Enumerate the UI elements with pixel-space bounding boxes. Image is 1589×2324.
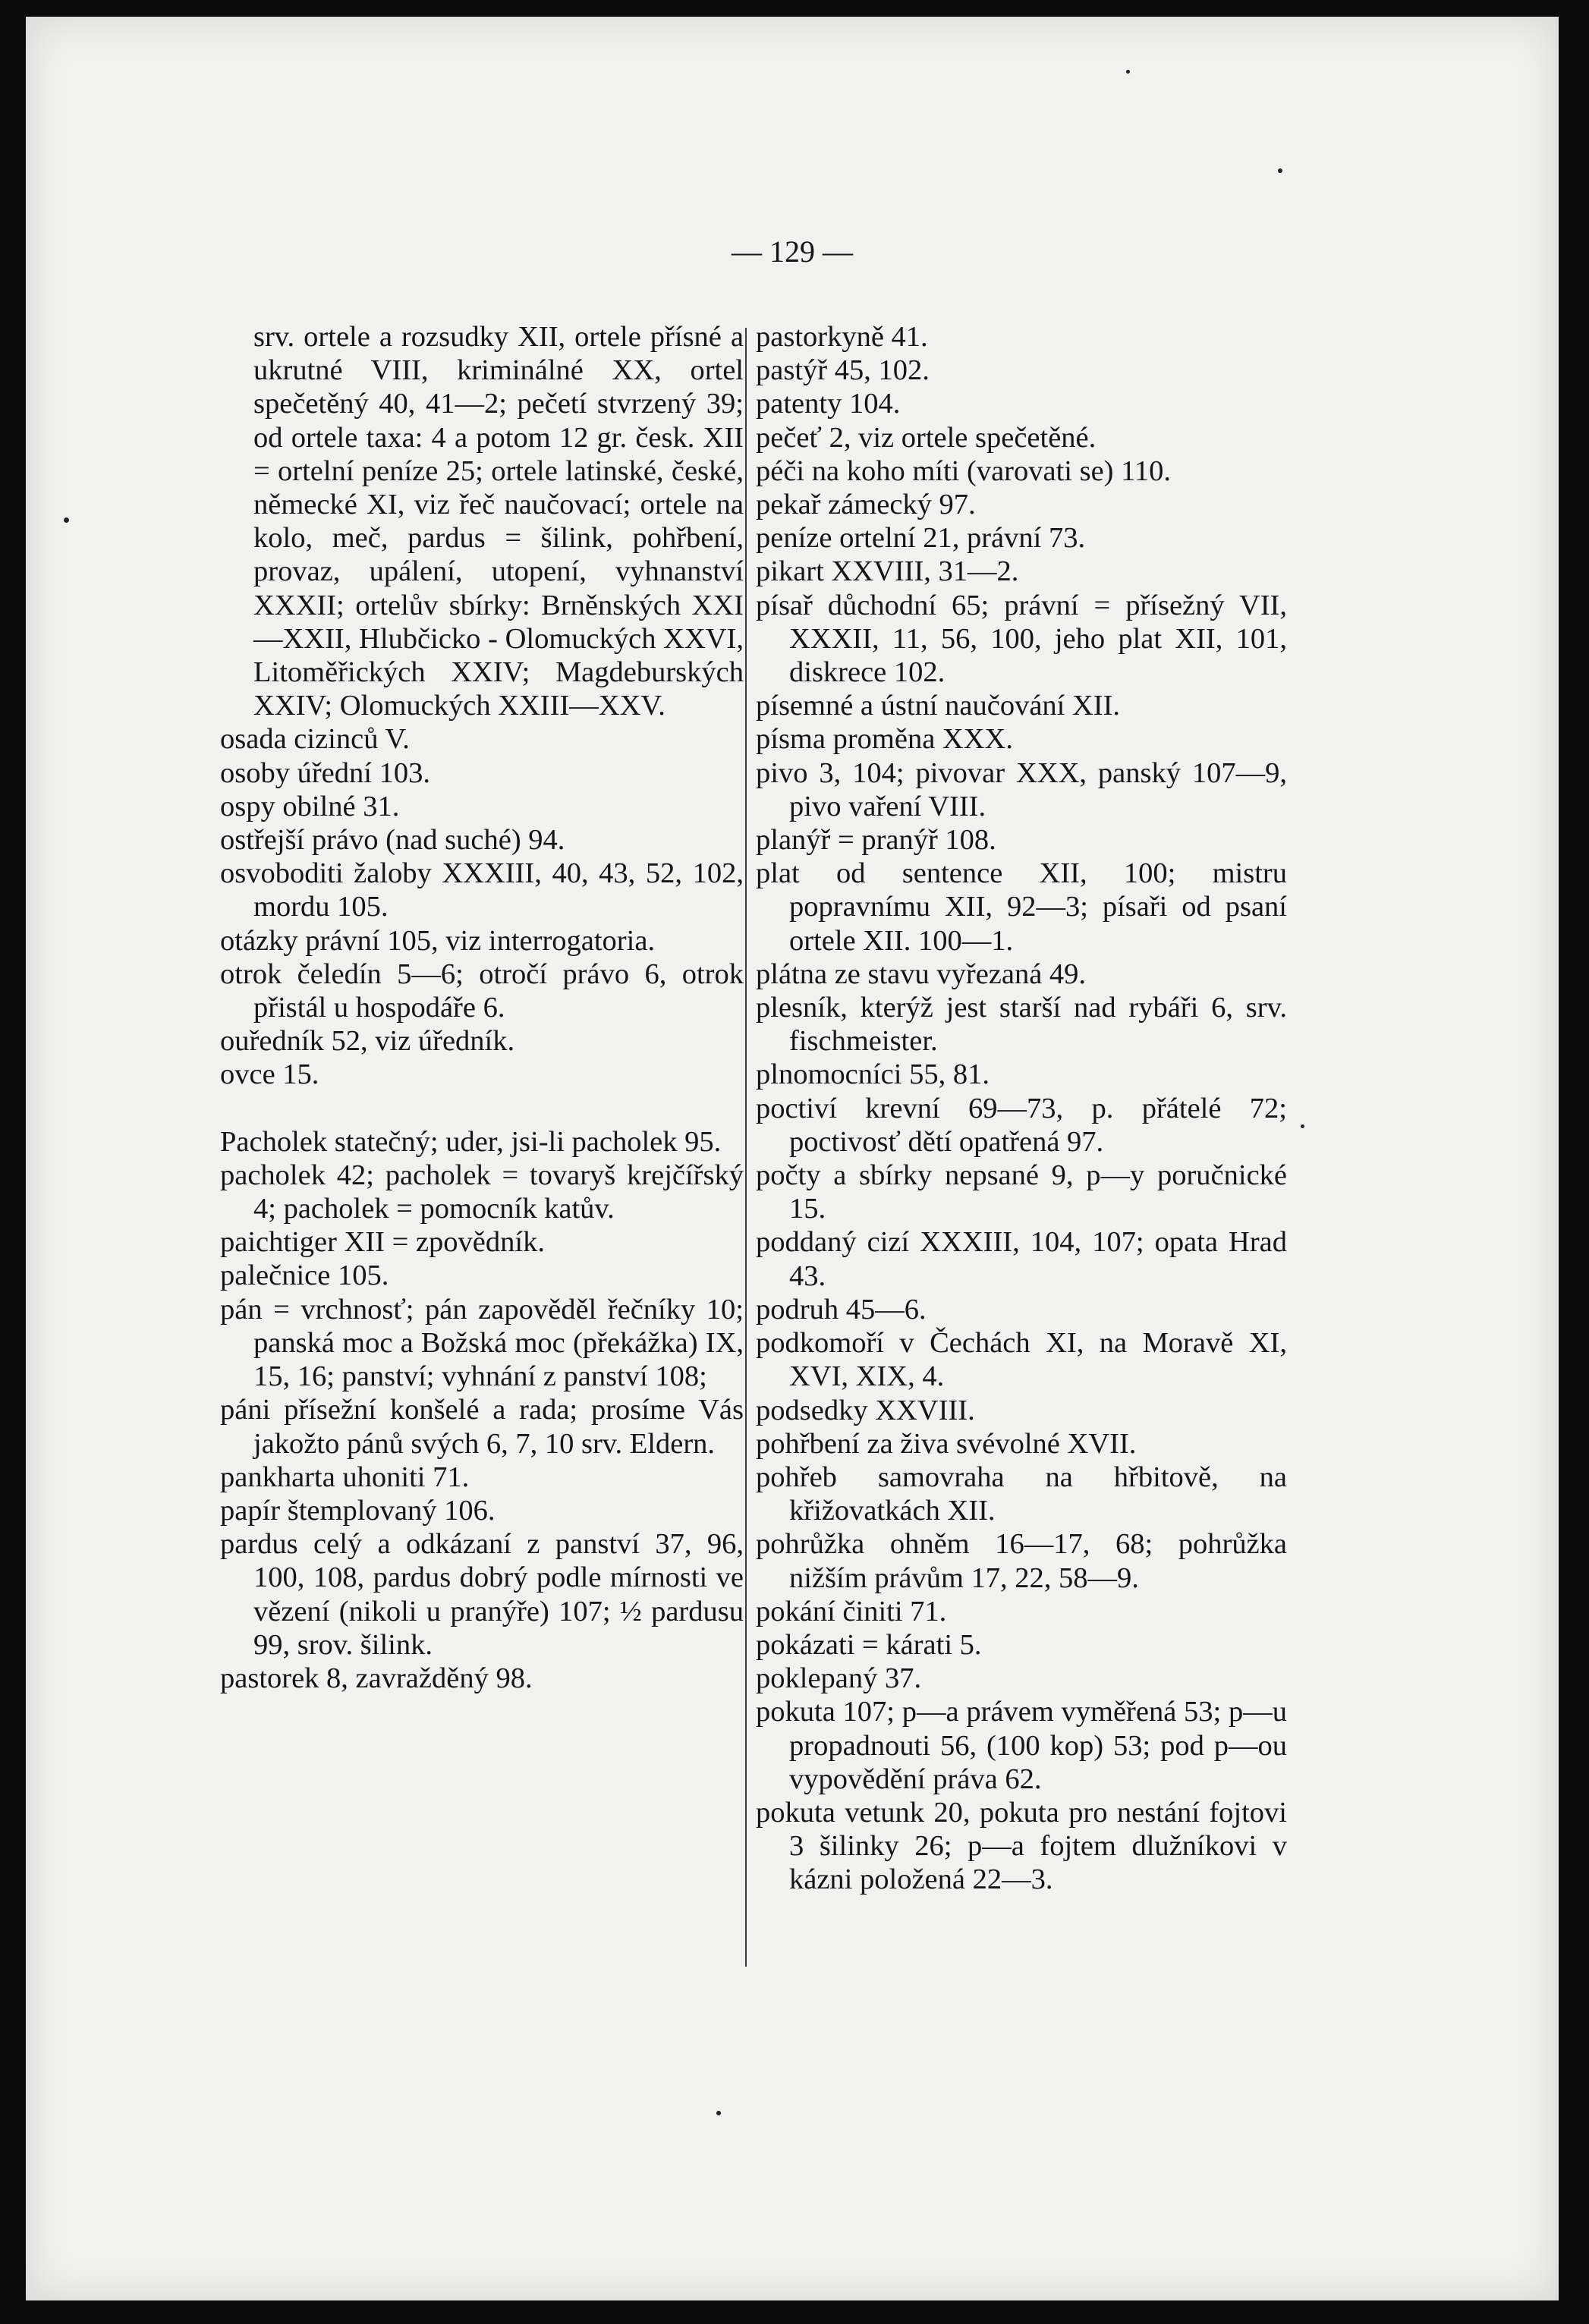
- index-column-left: [220, 320, 744, 1695]
- book-page: [26, 17, 1559, 2300]
- index-entry: pokuta vetunk 20, pokuta pro nestání fojtovi 3 šilinky 26; p—a fojtem dlužníkovi v kázni položená 22—3.: [756, 1796, 1287, 1896]
- paper-speck: [64, 517, 69, 523]
- index-entry: pokání činiti 71.: [756, 1595, 947, 1627]
- index-entry: otrok čeledín 5—6; otročí právo 6, otrok přistál u hospodáře 6.: [220, 958, 744, 1024]
- column-divider: [745, 328, 747, 1967]
- index-entry: peníze ortelní 21, právní 73.: [756, 522, 1086, 555]
- index-entry: pastýř 45, 102.: [756, 354, 930, 387]
- index-entry: plat od sentence XII, 100; mistru popravnímu XII, 92—3; písaři od psaní ortele XII. 100—1.: [756, 857, 1287, 957]
- paper-speck: [1301, 1124, 1304, 1128]
- index-entry: planýř = pranýř 108.: [756, 824, 996, 857]
- index-entry: péči na koho míti (varovati se) 110.: [756, 454, 1172, 487]
- index-entry: písemné a ústní naučování XII.: [756, 690, 1121, 722]
- index-entry: poddaný cizí XXXIII, 104, 107; opata Hrad 43.: [756, 1226, 1287, 1292]
- index-entry: pokázati = kárati 5.: [756, 1628, 982, 1661]
- paper-speck: [716, 2111, 721, 2115]
- index-entry: pacholek 42; pacholek = tovaryš krejčířský 4; pacholek = pomocník katův.: [220, 1159, 744, 1225]
- index-entry: plátna ze stavu vyřezaná 49.: [756, 958, 1087, 990]
- index-entry: poklepaný 37.: [756, 1662, 922, 1695]
- index-entry: Pacholek statečný; uder, jsi-li pacholek 95.: [220, 1125, 722, 1158]
- index-entry: pohřeb samovraha na hřbitově, na křižovatkách XII.: [756, 1461, 1287, 1527]
- index-entry: osoby úřední 103.: [220, 756, 430, 789]
- index-entry: plnomocníci 55, 81.: [756, 1058, 990, 1091]
- page-number: — 129 —: [732, 234, 853, 269]
- index-entry: písma proměna XXX.: [756, 723, 1013, 756]
- index-entry: pankharta uhoniti 71.: [220, 1461, 470, 1493]
- index-entry: pohřbení za živa svévolné XVII.: [756, 1427, 1137, 1460]
- index-entry: pastorkyně 41.: [756, 321, 928, 353]
- index-entry: ospy obilné 31.: [220, 790, 400, 822]
- index-entry: páni přísežní konšelé a rada; prosíme Vás jakožto pánů svých 6, 7, 10 srv. Eldern.: [220, 1394, 744, 1460]
- index-entry: počty a sbírky nepsané 9, p—y poručnické 15.: [756, 1159, 1287, 1225]
- index-entry: podkomoří v Čechách XI, na Moravě XI, XVI, XIX, 4.: [756, 1327, 1287, 1393]
- index-entry: pohrůžka ohněm 16—17, 68; pohrůžka nižším právům 17, 22, 58—9.: [756, 1528, 1287, 1594]
- index-entry: podsedky XXVIII.: [756, 1394, 975, 1426]
- index-entry: pardus celý a odkázaní z panství 37, 96, 100, 108, pardus dobrý podle mírnosti ve vězení (nikoli u pranýře) 107; ½ pardusu 99, srov. šilink.: [220, 1528, 744, 1661]
- index-entry: pán = vrchnosť; pán zapověděl řečníky 10; panská moc a Božská moc (překážka) IX, 15, 16; panství; vyhnání z panství 108;: [220, 1293, 744, 1393]
- index-entry: pivo 3, 104; pivovar XXX, panský 107—9, pivo vaření VIII.: [756, 756, 1287, 822]
- index-entry: pekař zámecký 97.: [756, 489, 976, 521]
- index-entry: plesník, kterýž jest starší nad rybáři 6, srv. fischmeister.: [756, 992, 1287, 1058]
- paper-speck: [1126, 70, 1130, 74]
- index-entry: patenty 104.: [756, 388, 901, 420]
- index-column-right: [756, 320, 1287, 1897]
- index-entry: podruh 45—6.: [756, 1293, 927, 1326]
- index-entry: ostřejší právo (nad suché) 94.: [220, 824, 565, 857]
- index-entry: písař důchodní 65; právní = přísežný VII, XXXII, 11, 56, 100, jeho plat XII, 101, diskrece 102.: [756, 589, 1287, 689]
- index-entry: srv. ortele a rozsudky XII, ortele přísné a ukrutné VIII, kriminálné XX, ortel spečetěný 40, 41—2; pečetí stvrzený 39; od ortele taxa: 4 a potom 12 gr. česk. XII = ortelní peníze 25; ortele latinské, české, německé XI, viz řeč naučovací; ortele na kolo, meč, pardus = šilink, pohřbení, provaz, upálení, utopení, vyhnanství XXXII; ortelův sbírky: Brněnských XXI—XXII, Hlubčicko - Olomuckých XXVI, Litoměřických XXIV; Magdeburských XXIV; Olomuckých XXIII—XXV.: [253, 321, 744, 722]
- index-entry: papír štemplovaný 106.: [220, 1494, 496, 1527]
- section-gap: [220, 1092, 744, 1125]
- index-entry: ovce 15.: [220, 1058, 319, 1091]
- index-entry: pikart XXVIII, 31—2.: [756, 555, 1019, 588]
- index-entry: pokuta 107; p—a právem vyměřená 53; p—u propadnouti 56, (100 kop) 53; pod p—ou vypovědění práva 62.: [756, 1696, 1287, 1795]
- index-entry: palečnice 105.: [220, 1259, 389, 1292]
- index-entry: paichtiger XII = zpovědník.: [220, 1226, 545, 1259]
- index-entry: pastorek 8, zavražděný 98.: [220, 1662, 533, 1694]
- index-entry: osada cizinců V.: [220, 723, 410, 756]
- index-entry: otázky právní 105, viz interrogatoria.: [220, 924, 656, 957]
- index-entry: osvoboditi žaloby XXXIII, 40, 43, 52, 102, mordu 105.: [220, 857, 744, 923]
- index-entry: ouředník 52, viz úředník.: [220, 1025, 515, 1058]
- index-entry: pečeť 2, viz ortele spečetěné.: [756, 421, 1097, 454]
- index-entry: poctiví krevní 69—73, p. přátelé 72; poctivosť dětí opatřená 97.: [756, 1092, 1287, 1158]
- paper-speck: [1278, 168, 1282, 173]
